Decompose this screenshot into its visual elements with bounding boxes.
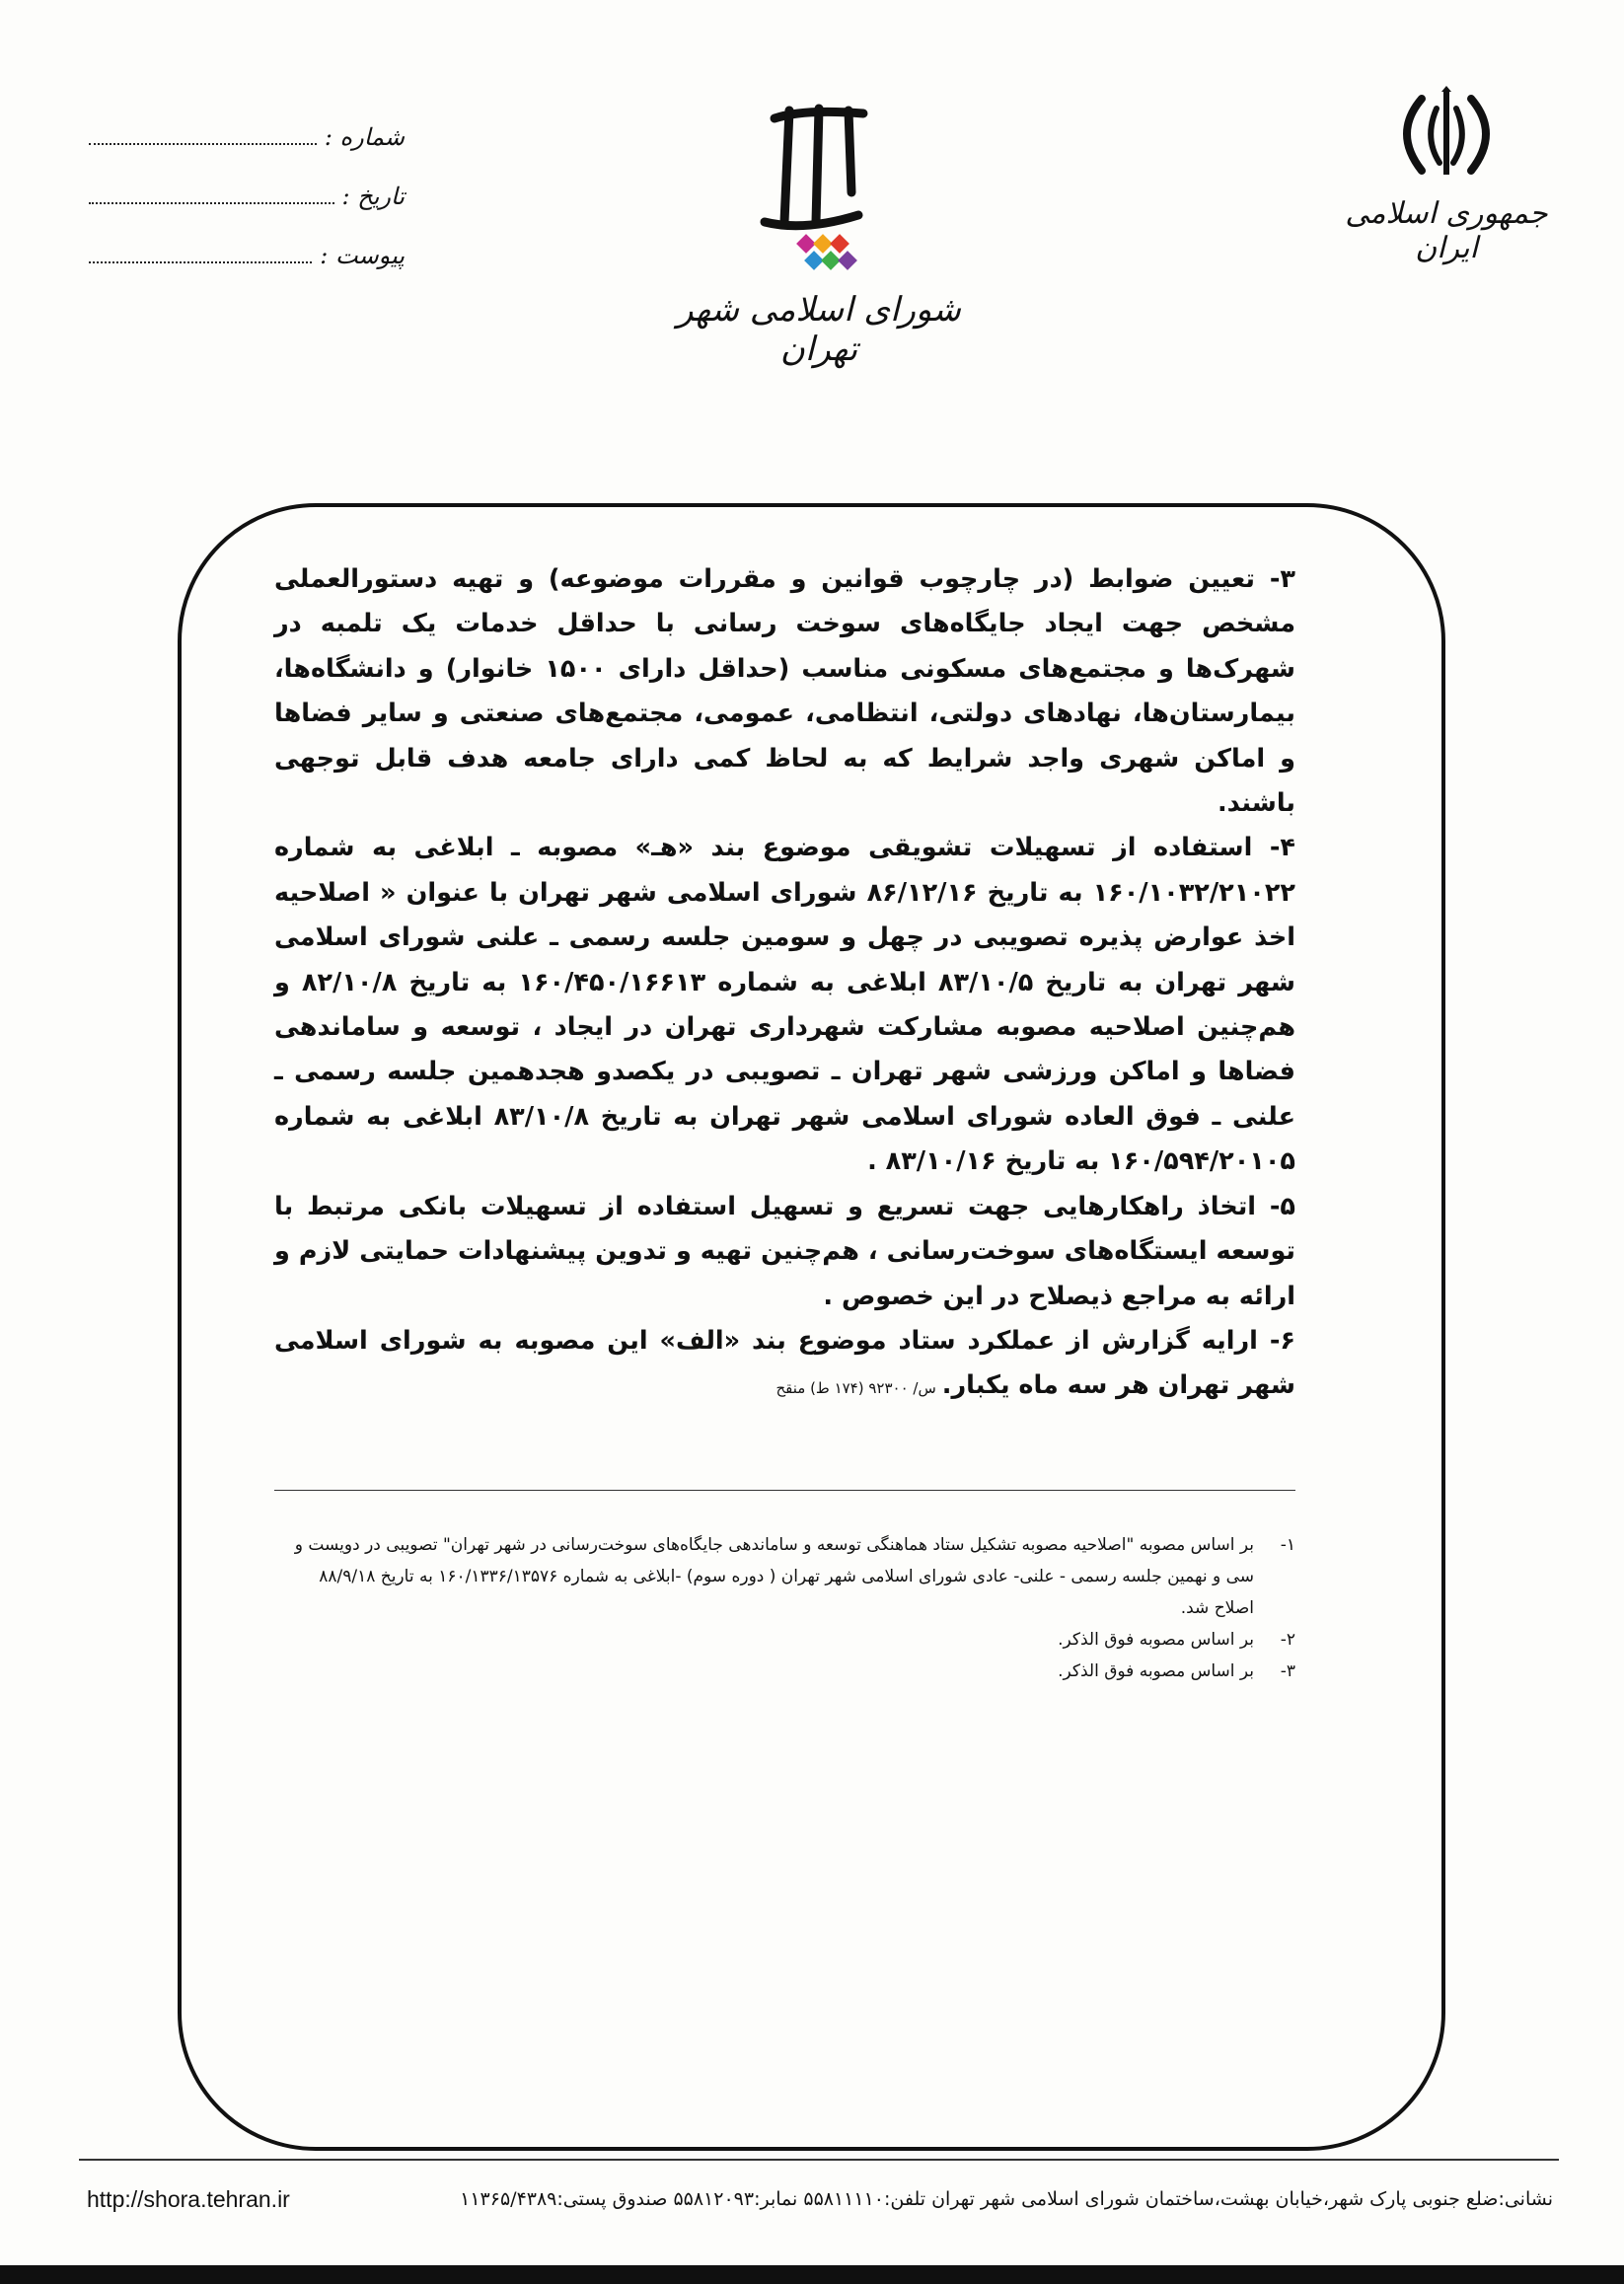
paragraph-6-text: ۶- ارایه گزارش از عملکرد ستاد موضوع بند «الف» این مصوبه به شورای اسلامی شهر تهران هر سه ماه یکبار. xyxy=(274,1325,1295,1401)
letter-fields xyxy=(89,123,405,301)
council-logo-block xyxy=(671,99,967,369)
footnote-number: ۳- xyxy=(1280,1661,1295,1681)
footer-rule xyxy=(79,2159,1559,2161)
paragraph-5: ۵- اتخاذ راهکارهایی جهت تسریع و تسهیل استفاده از تسهیلات بانکی مرتبط با توسعه ایستگاه‌های سوخت‌رسانی ، هم‌چنین تهیه و تدوین پیشنهادات حمایتی لازم و ارائه به مراجع ذیصلاح در این خصوص . xyxy=(274,1191,1295,1311)
field-attachment-dots xyxy=(89,244,312,263)
field-date-dots xyxy=(89,184,334,204)
footnote-text: بر اساس مصوبه فوق الذکر. xyxy=(1058,1630,1254,1650)
field-attachment xyxy=(89,242,405,301)
reference-code: س/ ۹۲۳۰۰ (۱۷۴ ط) منقح xyxy=(775,1379,936,1398)
footnote xyxy=(274,1624,1295,1656)
field-attachment-label: پیوست : xyxy=(320,242,405,269)
field-number-dots xyxy=(89,125,317,145)
paragraph-6 xyxy=(274,1319,1295,1412)
footnote-text: بر اساس مصوبه فوق الذکر. xyxy=(1058,1661,1254,1681)
paragraph-4: ۴- استفاده از تسهیلات تشویقی موضوع بند «هـ» مصوبه ـ ابلاغی به شماره ۱۶۰/۱۰۳۲/۲۱۰۲۲ به تاریخ ۸۶/۱۲/۱۶ شورای اسلامی شهر تهران با عنوان « اصلاحیه اخذ عوارض پذیره تصویبی در چهل و سومین جلسه رسمی ـ علنی شورای اسلامی شهر تهران به تاریخ ۸۳/۱۰/۵ ابلاغی به شماره ۱۶۰/۴۵۰/۱۶۶۱۳ به تاریخ ۸۲/۱۰/۸ و هم‌چنین اصلاحیه مصوبه مشارکت شهرداری تهران در ایجاد ، توسعه و ساماندهی فضاها و اماکن ورزشی شهر تهران ـ تصویبی در یکصدو هجدهمین جلسه رسمی ـ علنی ـ فوق العاده شورای اسلامی شهر تهران به تاریخ ۸۳/۱۰/۸ ابلاغی به شماره ۱۶۰/۵۹۴/۲۰۱۰۵ به تاریخ ۸۳/۱۰/۱۶ . xyxy=(274,833,1295,1177)
emblem-caption: جمهوری اسلامی ایران xyxy=(1345,196,1548,265)
field-date-label: تاریخ : xyxy=(341,183,405,210)
footnotes xyxy=(274,1529,1295,1687)
footer-website-link[interactable]: http://shora.tehran.ir xyxy=(87,2186,290,2212)
scan-edge-band xyxy=(0,2265,1624,2284)
footnote-divider xyxy=(274,1490,1295,1491)
council-logo-icon xyxy=(745,99,893,286)
footnote-number: ۲- xyxy=(1280,1630,1295,1650)
footnote-number: ۱- xyxy=(1280,1535,1295,1555)
footnote-text: بر اساس مصوبه "اصلاحیه مصوبه تشکیل ستاد هماهنگی توسعه و ساماندهی جایگاه‌های سوخت‌رسانی در شهر تهران" تصویبی در دویست و سی و نهمین جلسه رسمی - علنی- عادی شورای اسلامی شهر تهران ( دوره سوم) -ابلاغی به شماره ۱۶۰/۱۳۳۶/۱۳۵۷۶ به تاریخ ۸۸/۹/۱۸ اصلاح شد. xyxy=(294,1535,1254,1618)
field-number xyxy=(89,123,405,183)
footnote xyxy=(274,1656,1295,1687)
iran-emblem-block xyxy=(1328,84,1565,265)
field-date xyxy=(89,183,405,242)
iran-emblem-icon xyxy=(1382,84,1511,183)
council-name: شورای اسلامی شهر تهران xyxy=(677,290,961,369)
footnote xyxy=(274,1529,1295,1624)
paragraph-3: ۳- تعیین ضوابط (در چارچوب قوانین و مقررات موضوعه) و تهیه دستورالعملی مشخص جهت ایجاد جایگاه‌های سوخت رسانی با حداقل خدمات یک تلمبه در شهرک‌ها و مجتمع‌های مسکونی مناسب (حداقل دارای ۱۵۰۰ خانوار) و دانشگاه‌ها، بیمارستان‌ها، نهادهای دولتی، انتظامی، عمومی، مجتمع‌های صنعتی و سایر فضاها و اماکن شهری واجد شرایط که به لحاظ کمی دارای جامعه هدف قابل توجهی باشند. xyxy=(274,564,1295,819)
footer-address: نشانی:ضلع جنوبی پارک شهر،خیابان بهشت،ساختمان شورای اسلامی شهر تهران تلفن:۵۵۸۱۱۱۱۰ نمابر:۵۵۸۱۲۰۹۳ صندوق پستی:۱۱۳۶۵/۴۳۸۹ xyxy=(460,2188,1553,2210)
field-number-label: شماره : xyxy=(324,123,405,151)
body-text xyxy=(274,557,1295,1412)
